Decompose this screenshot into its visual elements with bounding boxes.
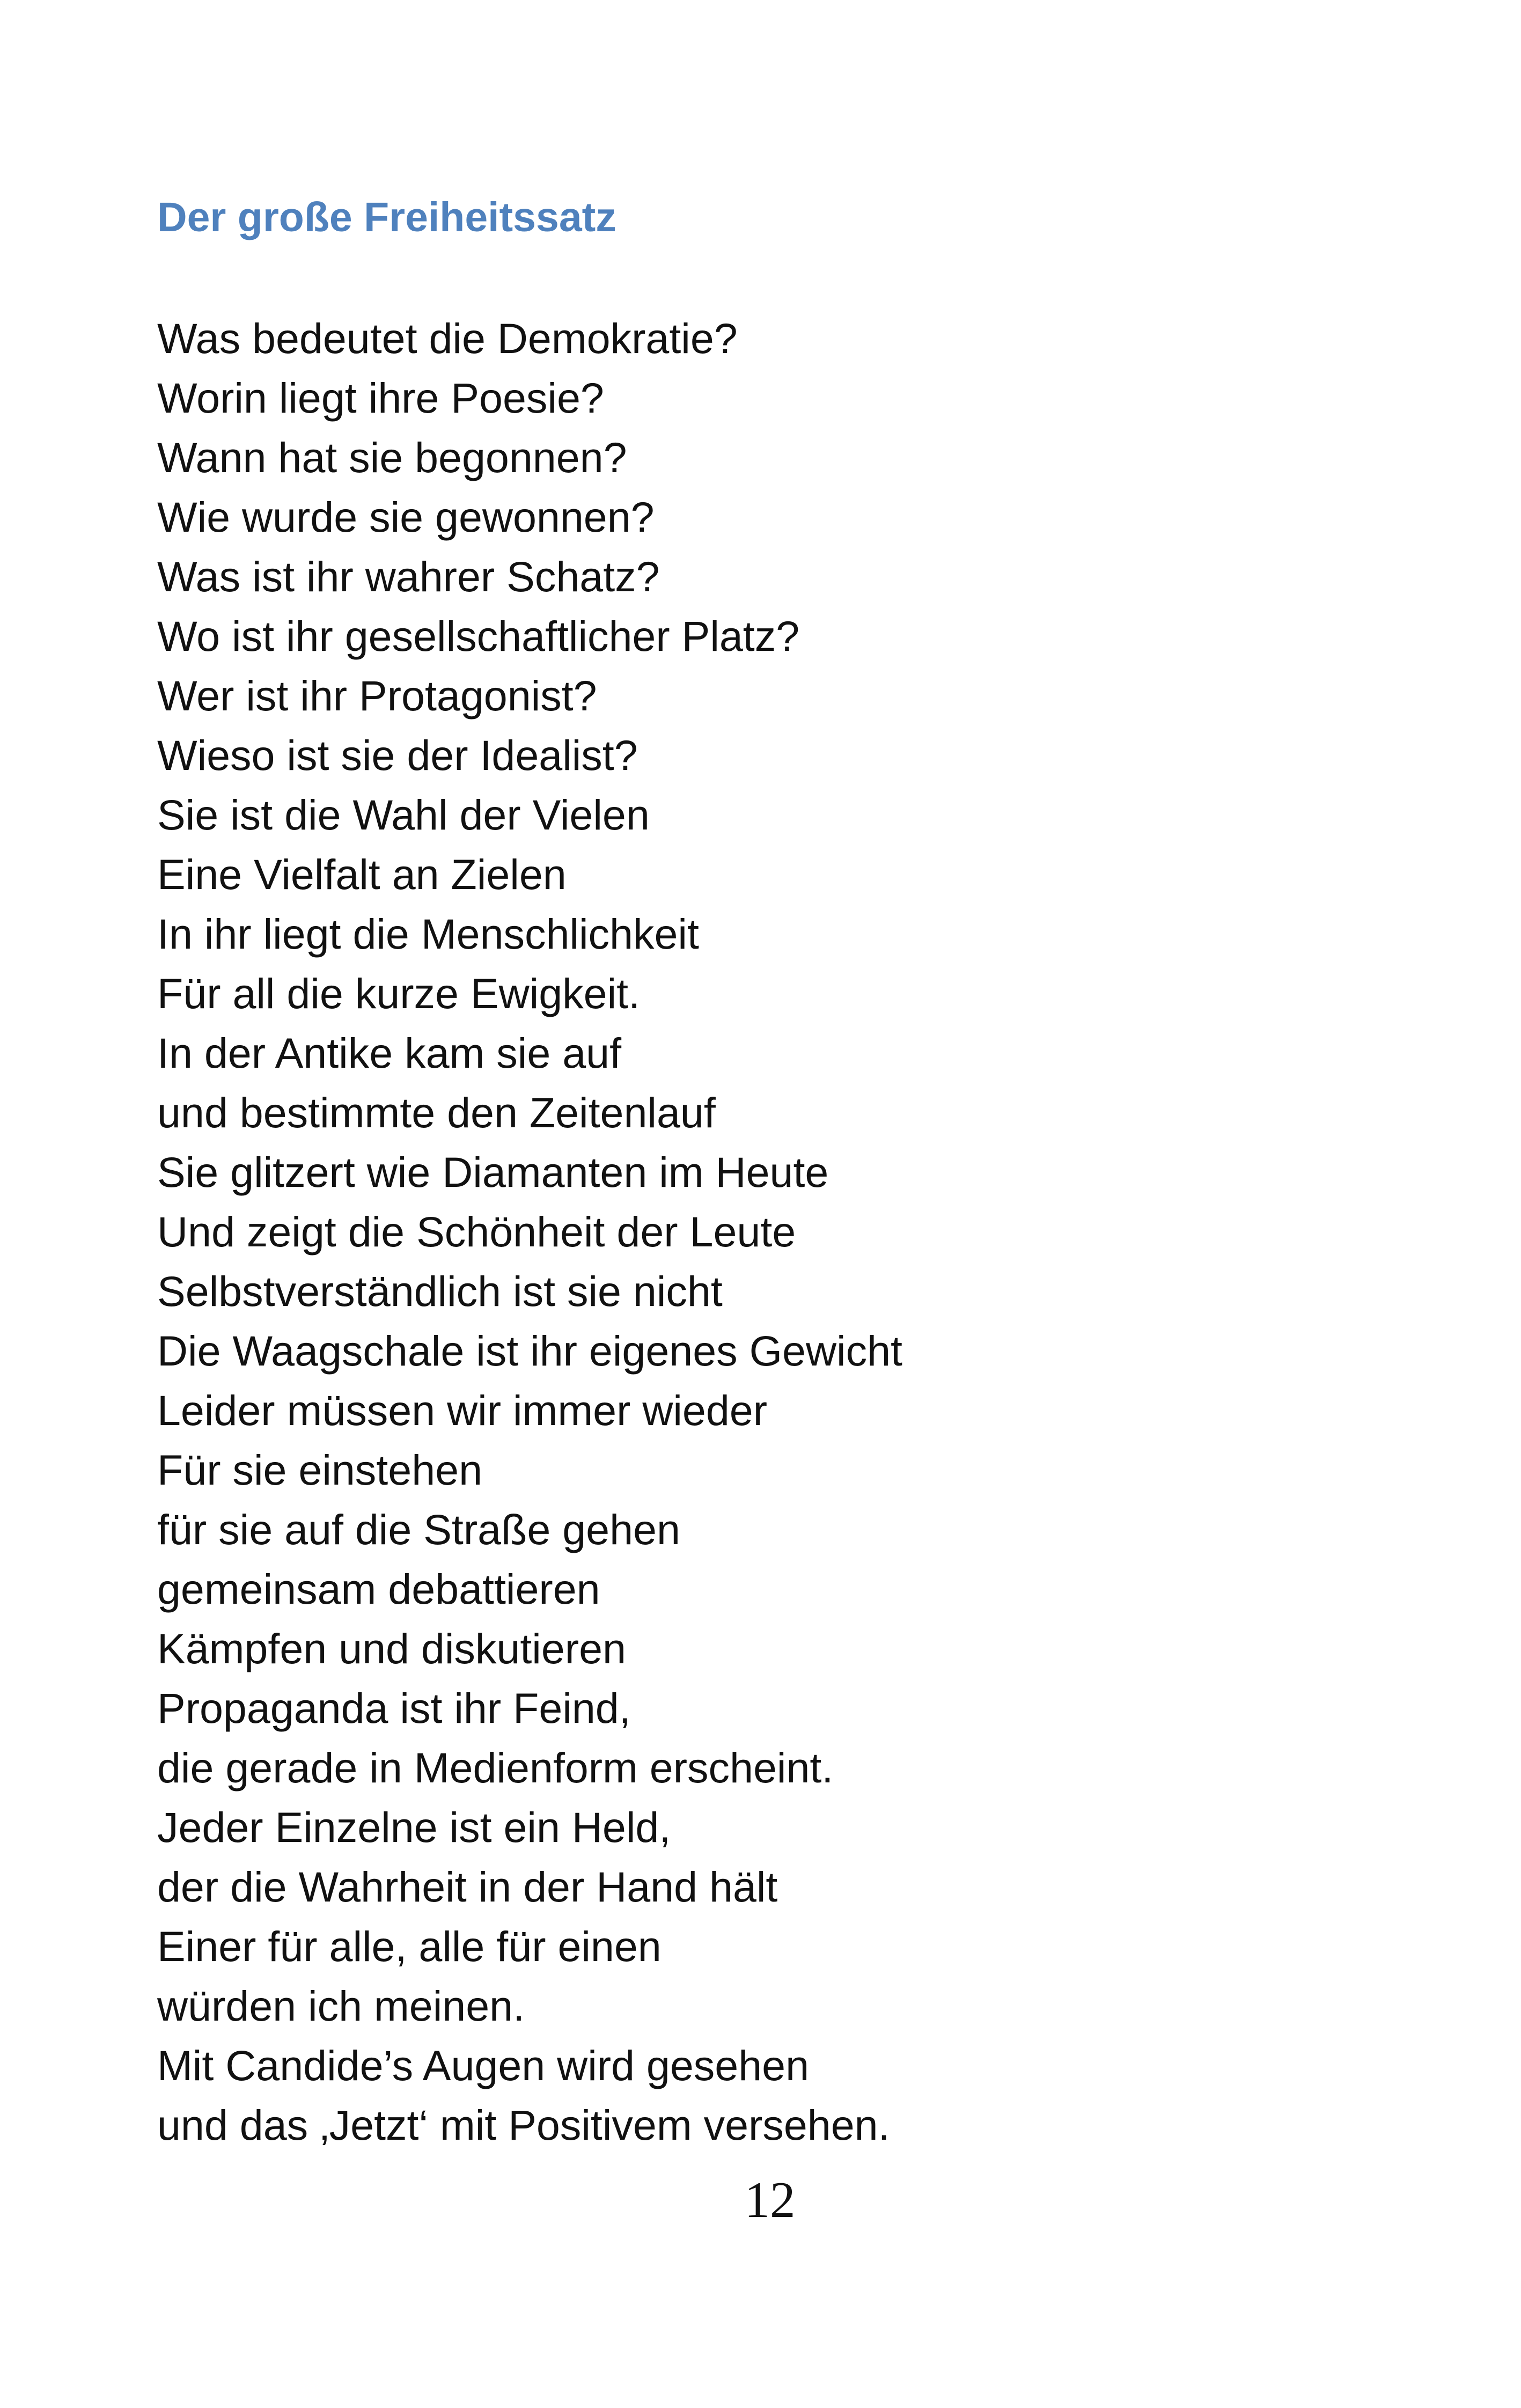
poem-line: Wieso ist sie der Idealist? — [157, 731, 638, 779]
poem-line: gemeinsam debattieren — [157, 1565, 600, 1613]
poem-line: der die Wahrheit in der Hand hält — [157, 1863, 778, 1911]
poem-line: Propaganda ist ihr Feind, — [157, 1684, 631, 1732]
poem-line: Einer für alle, alle für einen — [157, 1922, 662, 1970]
poem-line: würden ich meinen. — [157, 1982, 525, 2030]
poem-line: Wie wurde sie gewonnen? — [157, 493, 655, 541]
poem-line: für sie auf die Straße gehen — [157, 1506, 680, 1553]
poem-line: Für sie einstehen — [157, 1446, 483, 1494]
poem-line: Für all die kurze Ewigkeit. — [157, 970, 641, 1017]
poem-line: Wann hat sie begonnen? — [157, 434, 627, 481]
poem-title: Der große Freiheitssatz — [157, 194, 616, 240]
poem-line: In ihr liegt die Menschlichkeit — [157, 910, 699, 958]
page-number: 12 — [744, 2171, 796, 2228]
poem-line: Kämpfen und diskutieren — [157, 1625, 626, 1672]
poem-line: und das ‚Jetzt‘ mit Positivem versehen. — [157, 2101, 890, 2149]
poem-line: die gerade in Medienform erscheint. — [157, 1744, 834, 1792]
poem-line: Und zeigt die Schönheit der Leute — [157, 1208, 796, 1256]
poem-line: und bestimmte den Zeitenlauf — [157, 1089, 716, 1136]
poem-line: Jeder Einzelne ist ein Held, — [157, 1803, 671, 1851]
poem-line: Eine Vielfalt an Zielen — [157, 850, 567, 898]
poem-line: Was ist ihr wahrer Schatz? — [157, 553, 660, 600]
poem-line: Worin liegt ihre Poesie? — [157, 374, 604, 422]
poem-line: Was bedeutet die Demokratie? — [157, 314, 738, 362]
poem-line: Sie ist die Wahl der Vielen — [157, 791, 650, 839]
poem-line: Selbstverständlich ist sie nicht — [157, 1267, 723, 1315]
poem-body — [157, 309, 902, 2155]
poem-line: Die Waagschale ist ihr eigenes Gewicht — [157, 1327, 902, 1375]
poem-line: Sie glitzert wie Diamanten im Heute — [157, 1148, 829, 1196]
poem-line: Leider müssen wir immer wieder — [157, 1386, 768, 1434]
poem-line: Wo ist ihr gesellschaftlicher Platz? — [157, 612, 800, 660]
poem-line: In der Antike kam sie auf — [157, 1029, 622, 1077]
poem-line: Mit Candide’s Augen wird gesehen — [157, 2042, 810, 2089]
poem-line: Wer ist ihr Protagonist? — [157, 672, 597, 720]
